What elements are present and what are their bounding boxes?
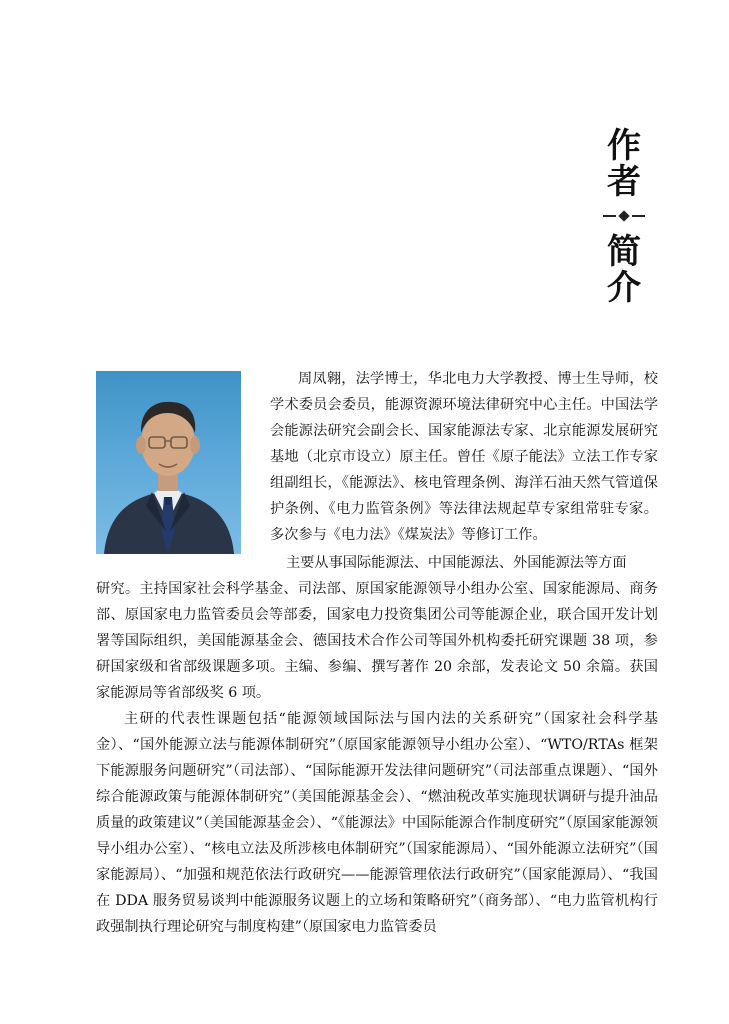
section-heading <box>592 128 656 306</box>
bio-paragraph-3: 主研的代表性课题包括“能源领域国际法与国内法的关系研究”（国家社会科学基金）、“国外能源立法与能源体制研究”（原国家能源领导小组办公室）、“WTO/RTAs 框架下能源服务问题研究”（司法部）、“国际能源开发法律问题研究”（司法部重点课题）、“国外综合能源政策与能源体制研究”（美国能源基金会）、“燃油税改革实施现状调研与提升油品质量的政策建议”（美国能源基金会）、“《能源法》中国际能源合作制度研究”（原国家能源领导小组办公室）、“核电立法及所涉核电体制研究”（国家能源局）、“国外能源立法研究”（国家能源局）、“加强和规范依法行政研究——能源管理依法行政研究”（国家能源局）、“我国在 DDA 服务贸易谈判中能源服务议题上的立场和策略研究”（商务部）、“电力监管机构行政强制执行理论研究与制度构建”（原国家电力监管委员 <box>96 711 658 935</box>
heading-char: 简 <box>607 232 641 272</box>
heading-char: 者 <box>607 162 641 202</box>
divider-line <box>632 215 645 217</box>
divider-line <box>603 215 616 217</box>
portrait-icon <box>96 371 241 554</box>
bio-paragraph-2-first-line: 主要从事国际能源法、中国能源法、外国能源法等方面 <box>286 555 627 571</box>
diamond-icon <box>618 210 629 221</box>
author-photo <box>96 371 241 554</box>
bio-paragraph-2-body: 研究。主持国家社会科学基金、司法部、原国家能源领导小组办公室、国家能源局、商务部、原国家电力监管委员会等部委，国家电力投资集团公司等能源企业，联合国开发计划署等国际组织，美国能源基金会、德国技术合作公司等国外机构委托研究课题 38 项，参研国家级和省部级课题多项。主编、参编、撰写著作 20 余部，发表论文 50 余篇。获国家能源局等省部级奖 6 项。 <box>96 581 658 701</box>
bio-paragraph-2 <box>96 550 658 706</box>
heading-char: 介 <box>607 268 641 308</box>
heading-char: 作 <box>607 126 641 166</box>
heading-divider <box>592 202 656 230</box>
bio-paragraph-1: 周凤翱，法学博士，华北电力大学教授、博士生导师，校学术委员会委员，能源资源环境法律研究中心主任。中国法学会能源法研究会副会长、国家能源法专家、北京能源发展研究基地（北京市设立）原主任。曾任《原子能法》立法工作专家组副组长，《能源法》、核电管理条例、海洋石油天然气管道保护条例、《电力监管条例》等法律法规起草专家组常驻专家。多次参与《电力法》《煤炭法》等修订工作。 <box>270 371 658 543</box>
